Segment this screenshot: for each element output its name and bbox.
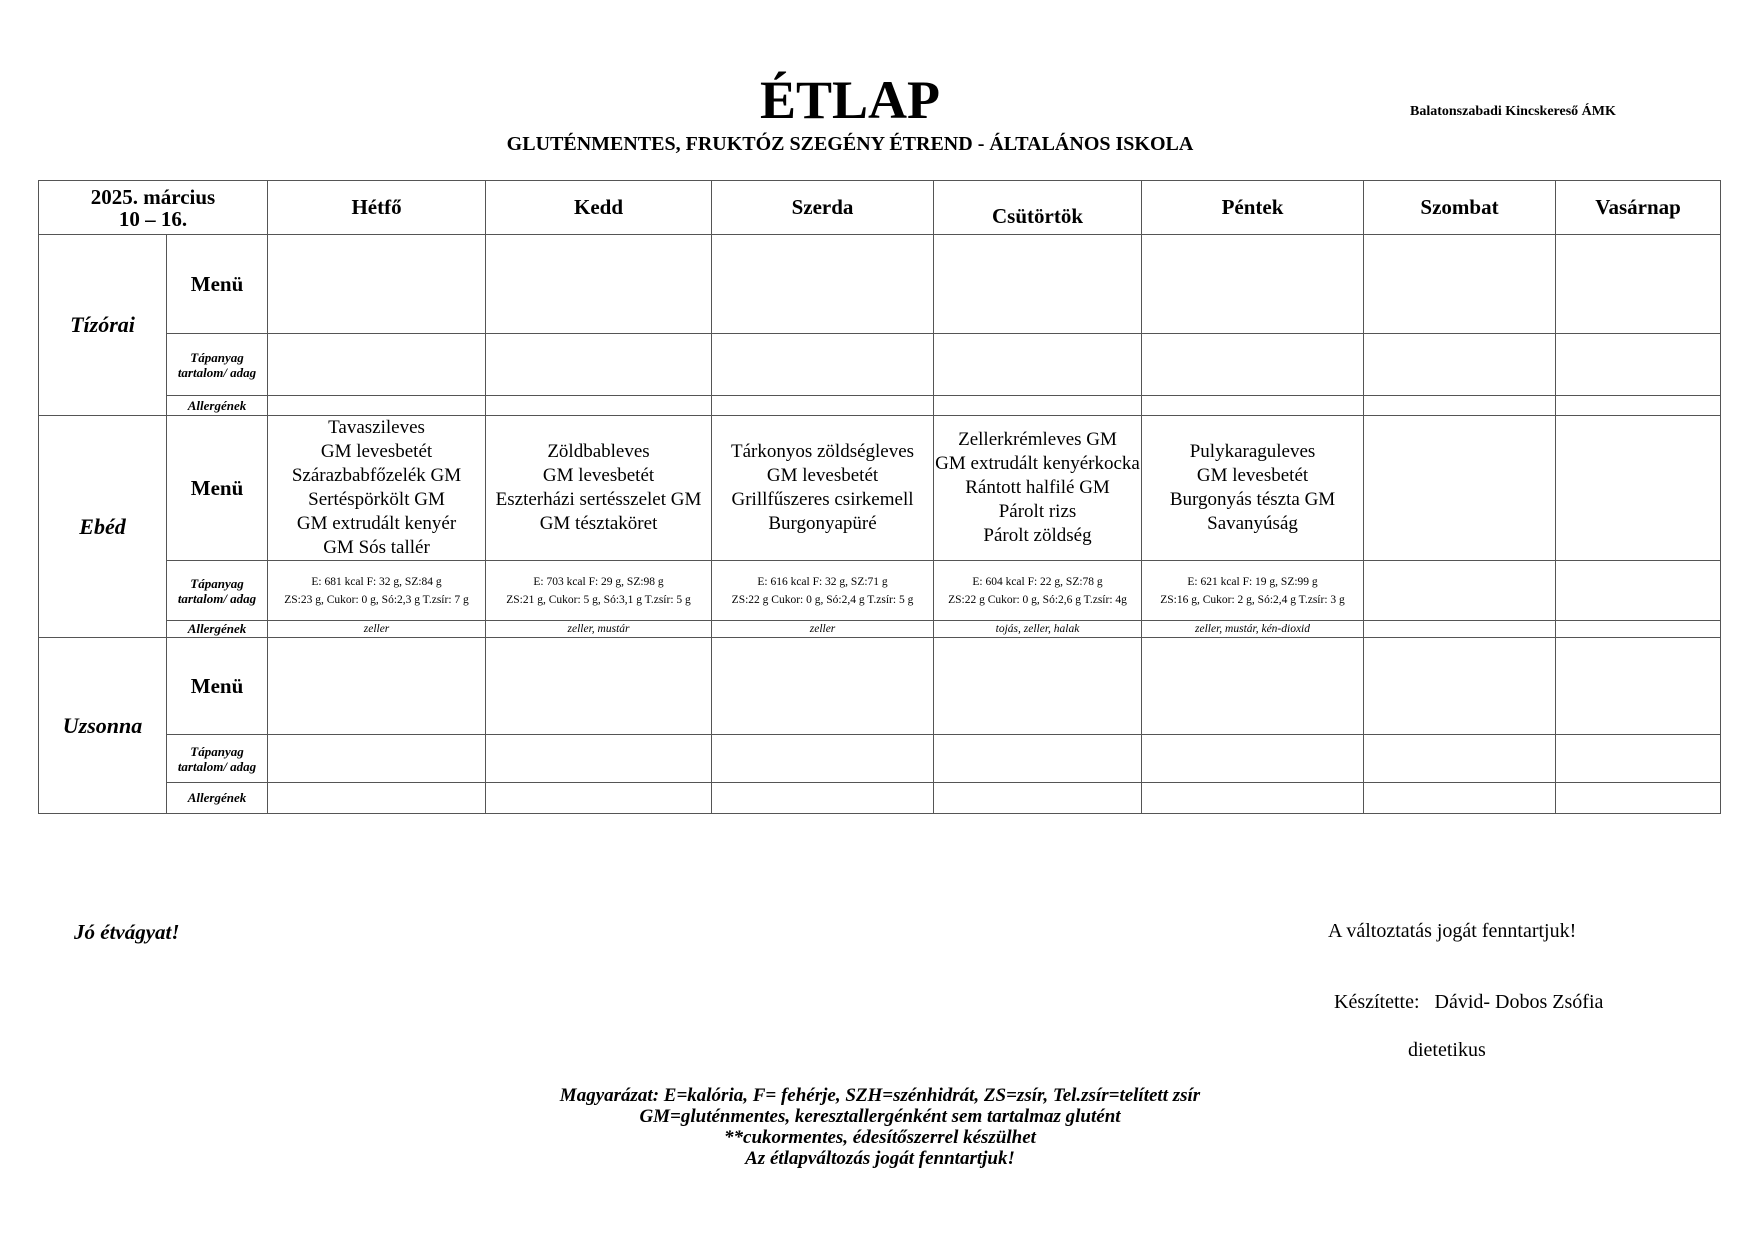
nutrition-cell-tuesday: E: 703 kcal F: 29 g, SZ:98 g ZS:21 g, Cukor: 5 g, Só:3,1 g T.zsír: 5 g: [486, 561, 712, 621]
row-label-allergens: Allergének: [167, 396, 268, 416]
allergen-cell-sunday: [1556, 621, 1721, 638]
menu-cell-saturday: [1364, 416, 1556, 561]
allergen-cell: [1142, 396, 1364, 416]
nutrition-cell: [934, 735, 1142, 783]
row-label-allergens: Allergének: [167, 621, 268, 638]
day-header-saturday: Szombat: [1364, 181, 1556, 235]
ebed-nutrition-row: [39, 561, 1721, 621]
day-header-sunday: Vasárnap: [1556, 181, 1721, 235]
institution-name: Balatonszabadi Kincskereső ÁMK: [1410, 104, 1616, 119]
day-header-wednesday: Szerda: [712, 181, 934, 235]
nutrition-cell: [486, 735, 712, 783]
legend-line-3: **cukormentes, édesítőszerrel készülhet: [724, 1127, 1036, 1148]
menu-cell: [934, 235, 1142, 334]
date-line-1: 2025. március: [90, 184, 216, 209]
menu-cell: [934, 638, 1142, 735]
allergen-cell: [1142, 783, 1364, 814]
allergen-cell-monday: zeller: [268, 621, 486, 638]
nutrition-cell: [1364, 735, 1556, 783]
allergen-cell-friday: zeller, mustár, kén-dioxid: [1142, 621, 1364, 638]
legend-line-4: Az étlapváltozás jogát fenntartjuk!: [745, 1148, 1015, 1169]
allergen-cell: [1364, 396, 1556, 416]
ebed-menu-row: [39, 416, 1721, 561]
row-label-nutrition: Tápanyag tartalom/ adag: [167, 561, 268, 621]
menu-cell: [712, 638, 934, 735]
date-range-cell: [39, 181, 268, 235]
legend-block: [0, 1085, 1753, 1169]
nutrition-cell: [1556, 735, 1721, 783]
page-title: ÉTLAP: [759, 70, 941, 130]
day-header-tuesday: Kedd: [486, 181, 712, 235]
nutrition-cell: [1142, 334, 1364, 396]
row-label-menu: Menü: [167, 416, 268, 561]
day-header-friday: Péntek: [1142, 181, 1364, 235]
allergen-cell: [1556, 396, 1721, 416]
nutrition-cell: [486, 334, 712, 396]
nutrition-cell-wednesday: E: 616 kcal F: 32 g, SZ:71 g ZS:22 g Cukor: 0 g, Só:2,4 g T.zsír: 5 g: [712, 561, 934, 621]
allergen-cell: [1556, 783, 1721, 814]
allergen-cell: [486, 396, 712, 416]
row-label-menu: Menü: [167, 235, 268, 334]
menu-cell: [268, 235, 486, 334]
row-label-menu: Menü: [167, 638, 268, 735]
allergen-cell-saturday: [1364, 621, 1556, 638]
day-header-thursday-label: Csütörtök: [992, 204, 1084, 228]
page-subtitle: GLUTÉNMENTES, FRUKTÓZ SZEGÉNY ÉTREND - ÁLTALÁNOS ISKOLA: [506, 133, 1194, 155]
menu-cell: [1364, 638, 1556, 735]
rights-notice: A változtatás jogát fenntartjuk!: [1328, 920, 1577, 942]
nutrition-cell: [268, 334, 486, 396]
tizorai-menu-row: [39, 235, 1721, 334]
allergen-cell: [1364, 783, 1556, 814]
menu-cell-sunday: [1556, 416, 1721, 561]
menu-cell-friday: Pulykaraguleves GM levesbetét Burgonyás tészta GM Savanyúság: [1142, 416, 1364, 561]
menu-cell: [486, 638, 712, 735]
row-label-nutrition: Tápanyag tartalom/ adag: [167, 334, 268, 396]
nutrition-cell-friday: E: 621 kcal F: 19 g, SZ:99 g ZS:16 g, Cukor: 2 g, Só:2,4 g T.zsír: 3 g: [1142, 561, 1364, 621]
day-header-monday: Hétfő: [268, 181, 486, 235]
menu-cell-monday: Tavaszileves GM levesbetét Szárazbabfőzelék GM Sertéspörkölt GM GM extrudált kenyér GM Sós tallér: [268, 416, 486, 561]
nutrition-cell: [712, 735, 934, 783]
nutrition-cell-saturday: [1364, 561, 1556, 621]
uzsonna-nutrition-row: [39, 735, 1721, 783]
allergen-cell: [934, 396, 1142, 416]
menu-cell-tuesday: Zöldbableves GM levesbetét Eszterházi sertésszelet GM GM tésztaköret: [486, 416, 712, 561]
uzsonna-allergens-row: [39, 783, 1721, 814]
prepared-by: Készítette: Dávid- Dobos Zsófia: [1334, 991, 1604, 1013]
nutrition-cell-thursday: E: 604 kcal F: 22 g, SZ:78 g ZS:22 g Cukor: 0 g, Só:2,6 g T.zsír: 4g: [934, 561, 1142, 621]
row-label-allergens: Allergének: [167, 783, 268, 814]
menu-cell-wednesday: Tárkonyos zöldségleves GM levesbetét Grillfűszeres csirkemell Burgonyapüré: [712, 416, 934, 561]
allergen-cell: [934, 783, 1142, 814]
allergen-cell: [486, 783, 712, 814]
legend-line-2: GM=gluténmentes, keresztallergénként sem tartalmaz glutént: [639, 1106, 1121, 1127]
allergen-cell: [268, 783, 486, 814]
nutrition-cell-monday: E: 681 kcal F: 32 g, SZ:84 g ZS:23 g, Cukor: 0 g, Só:2,3 g T.zsír: 7 g: [268, 561, 486, 621]
allergen-cell: [268, 396, 486, 416]
greeting-text: Jó étvágyat!: [74, 920, 180, 944]
ebed-allergens-row: [39, 621, 1721, 638]
row-label-nutrition: Tápanyag tartalom/ adag: [167, 735, 268, 783]
nutrition-cell: [712, 334, 934, 396]
allergen-cell-wednesday: zeller: [712, 621, 934, 638]
tizorai-nutrition-row: [39, 334, 1721, 396]
nutrition-cell: [934, 334, 1142, 396]
allergen-cell: [712, 783, 934, 814]
meal-label-uzsonna: Uzsonna: [39, 638, 167, 814]
menu-cell: [1556, 638, 1721, 735]
menu-cell: [1364, 235, 1556, 334]
allergen-cell-tuesday: zeller, mustár: [486, 621, 712, 638]
weekly-menu-table: [38, 180, 1721, 814]
allergen-cell: [712, 396, 934, 416]
day-header-thursday: [934, 181, 1142, 235]
legend-line-1: Magyarázat: E=kalória, F= fehérje, SZH=szénhidrát, ZS=zsír, Tel.zsír=telített zsír: [559, 1085, 1201, 1106]
menu-cell: [268, 638, 486, 735]
author-role: dietetikus: [1408, 1039, 1486, 1061]
uzsonna-menu-row: [39, 638, 1721, 735]
date-line-2: 10 – 16.: [118, 206, 188, 231]
menu-cell-thursday: Zellerkrémleves GM GM extrudált kenyérkocka Rántott halfilé GM Párolt rizs Párolt zöldség: [934, 416, 1142, 561]
header-row: [39, 181, 1721, 235]
nutrition-cell-sunday: [1556, 561, 1721, 621]
menu-cell: [1556, 235, 1721, 334]
allergen-cell-thursday: tojás, zeller, halak: [934, 621, 1142, 638]
nutrition-cell: [1364, 334, 1556, 396]
tizorai-allergens-row: [39, 396, 1721, 416]
menu-cell: [1142, 638, 1364, 735]
nutrition-cell: [268, 735, 486, 783]
meal-label-tizorai: Tízórai: [39, 235, 167, 416]
menu-cell: [486, 235, 712, 334]
meal-label-ebed: Ebéd: [39, 416, 167, 638]
nutrition-cell: [1556, 334, 1721, 396]
nutrition-cell: [1142, 735, 1364, 783]
menu-cell: [1142, 235, 1364, 334]
menu-cell: [712, 235, 934, 334]
